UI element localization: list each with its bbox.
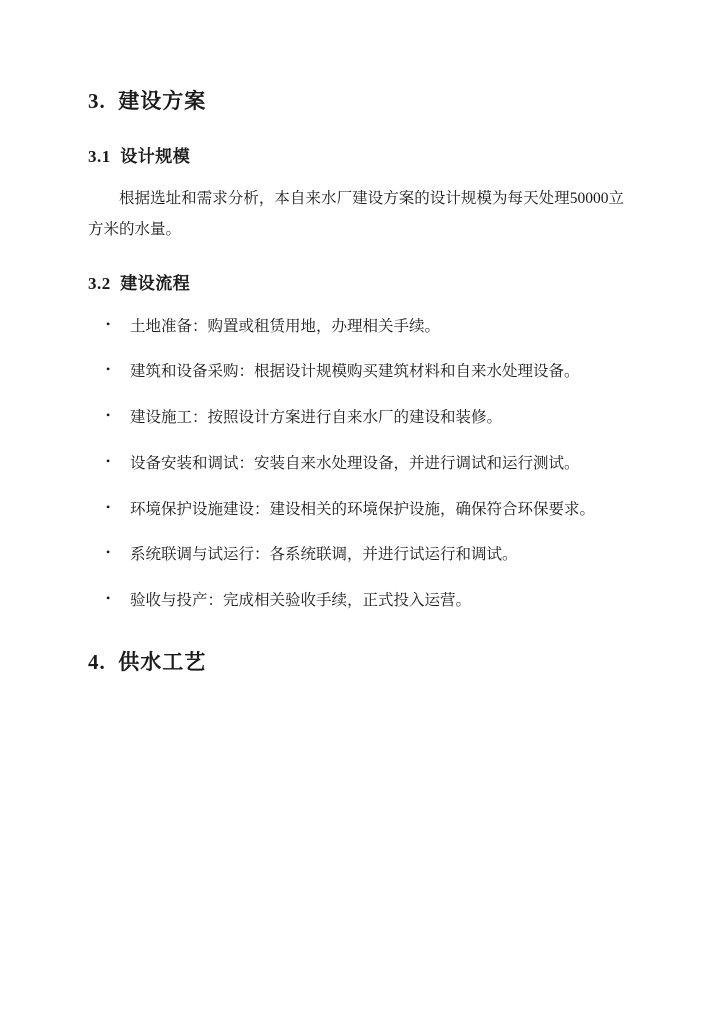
heading-section-4-title: 供水工艺 bbox=[118, 649, 207, 674]
heading-subsection-3-1 bbox=[88, 144, 624, 170]
list-item: • 建设施工：按照设计方案进行自来水厂的建设和装修。 bbox=[88, 402, 624, 434]
heading-subsection-3-2-title: 建设流程 bbox=[120, 274, 191, 293]
heading-section-4-number: 4. bbox=[88, 649, 106, 674]
heading-subsection-3-1-title: 设计规模 bbox=[120, 146, 191, 166]
paragraph-design-scale: 根据选址和需求分析，本自来水厂建设方案的设计规模为每天处理50000立方米的水量。 bbox=[88, 190, 624, 238]
list-item: • 土地准备：购置或租赁用地，办理相关手续。 bbox=[88, 311, 624, 343]
heading-section-4 bbox=[88, 647, 624, 679]
list-item: • 环境保护设施建设：建设相关的环境保护设施，确保符合环保要求。 bbox=[88, 494, 624, 526]
heading-subsection-3-2 bbox=[88, 271, 624, 297]
heading-section-3 bbox=[88, 86, 624, 118]
heading-section-3-title: 建设方案 bbox=[118, 89, 207, 113]
heading-subsection-3-1-number: 3.1 bbox=[88, 146, 111, 166]
list-item: • 系统联调与试运行：各系统联调，并进行试运行和调试。 bbox=[88, 539, 624, 571]
construction-process-list bbox=[88, 311, 624, 617]
heading-section-3-number: 3. bbox=[88, 89, 106, 113]
heading-subsection-3-2-number: 3.2 bbox=[88, 274, 111, 293]
list-item: • 建筑和设备采购：根据设计规模购买建筑材料和自来水处理设备。 bbox=[88, 356, 624, 388]
list-item: • 设备安装和调试：安装自来水处理设备，并进行调试和运行测试。 bbox=[88, 448, 624, 480]
list-item: • 验收与投产：完成相关验收手续，正式投入运营。 bbox=[88, 585, 624, 617]
